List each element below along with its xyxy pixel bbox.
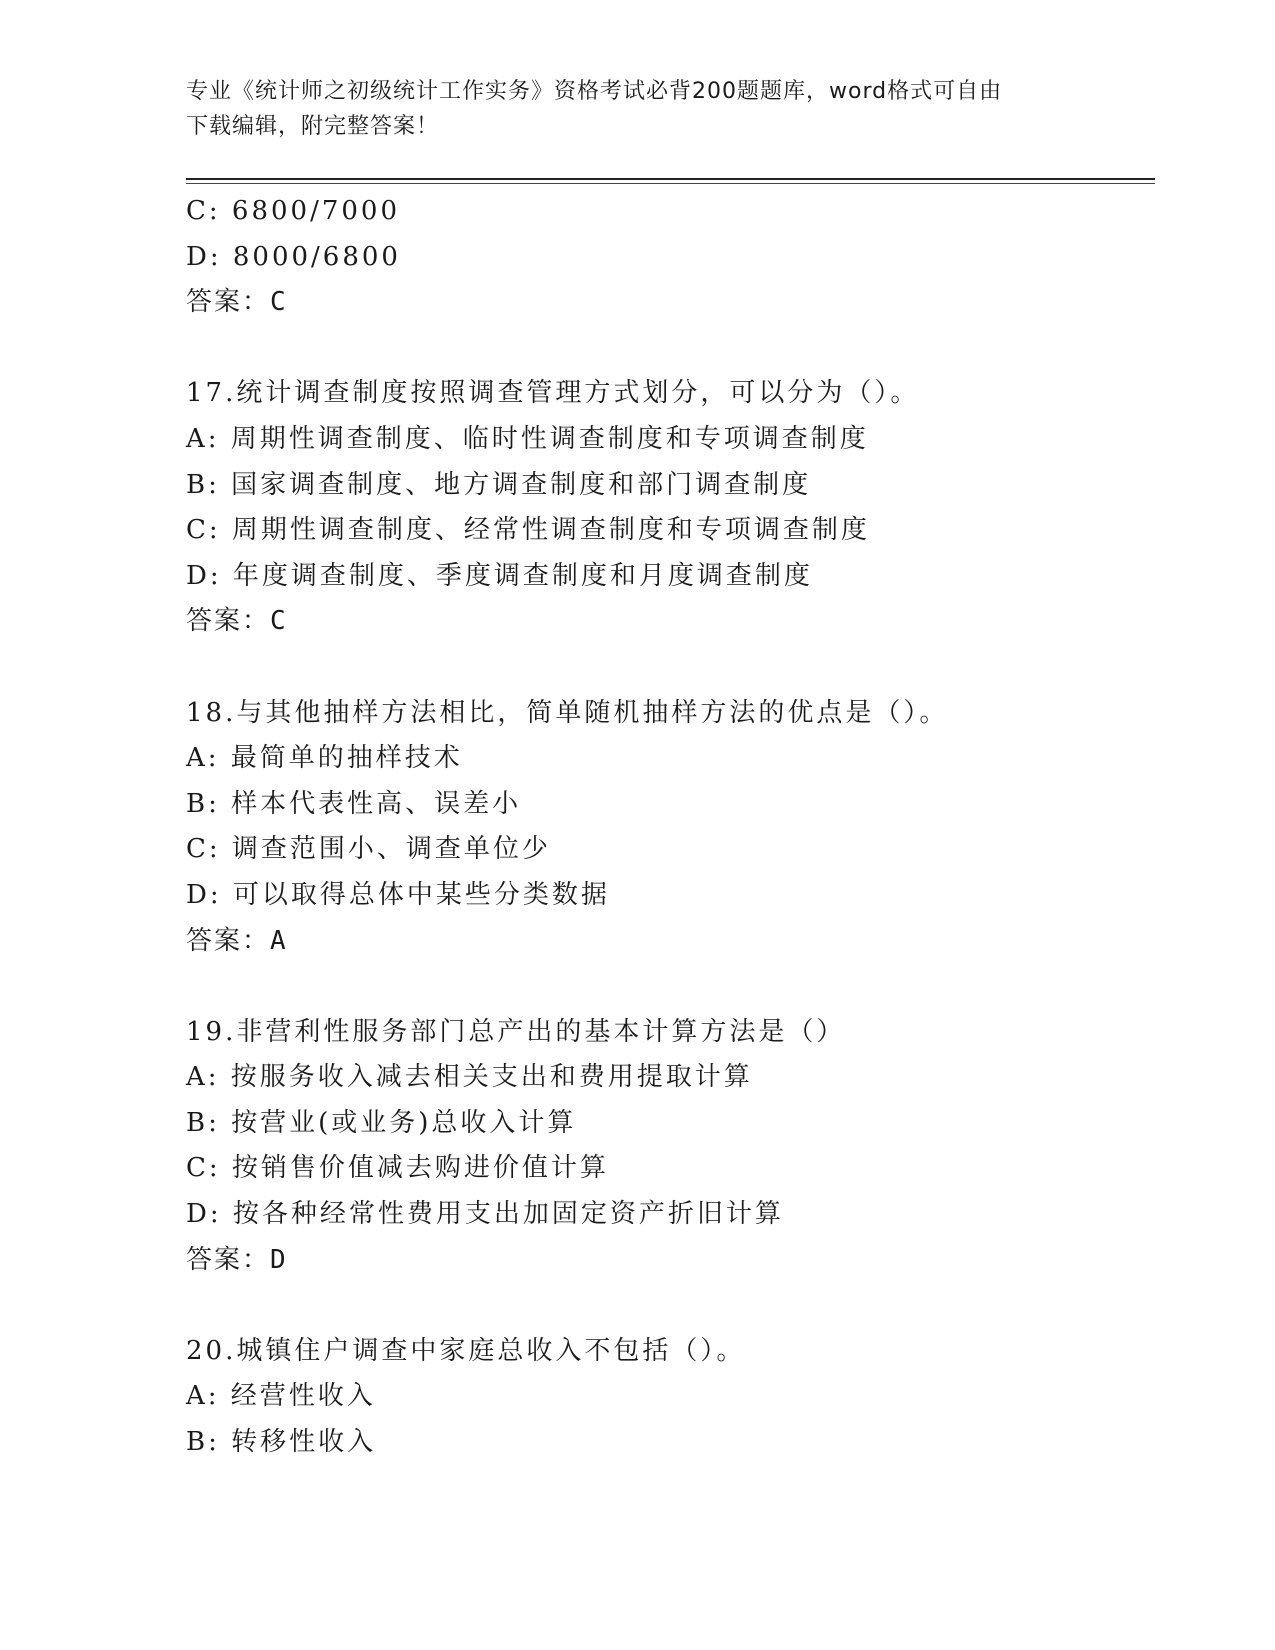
option-a: A: 周期性调查制度、临时性调查制度和专项调查制度 — [186, 423, 869, 454]
option-c: C: 调查范围小、调查单位少 — [186, 834, 551, 865]
option-b: B: 按营业(或业务)总收入计算 — [186, 1107, 577, 1138]
option-d: D: 8000/6800 — [186, 241, 401, 272]
question-text: 18.与其他抽样方法相比，简单随机抽样方法的优点是（）。 — [186, 697, 949, 728]
option-a: A: 最简单的抽样技术 — [186, 743, 463, 774]
option-c: C: 按销售价值减去购进价值计算 — [186, 1153, 609, 1184]
question-content — [186, 189, 1146, 1466]
option-c: C: 6800/7000 — [186, 196, 401, 226]
answer: 答案：C — [186, 287, 288, 318]
option-b: B: 转移性收入 — [186, 1427, 377, 1458]
option-c: C: 周期性调查制度、经常性调查制度和专项调查制度 — [186, 515, 870, 546]
question-text: 17.统计调查制度按照调查管理方式划分，可以分为（）。 — [186, 378, 920, 409]
option-d: D: 可以取得总体中某些分类数据 — [186, 879, 610, 910]
answer: 答案：D — [186, 1244, 288, 1275]
option-b: B: 国家调查制度、地方调查制度和部门调查制度 — [186, 469, 812, 500]
header-line-1: 专业《统计师之初级统计工作实务》资格考试必背200题题库，word格式可自由 — [186, 79, 1003, 104]
header-divider-thick — [186, 178, 1155, 180]
spacer — [186, 645, 1146, 691]
option-a: A: 按服务收入减去相关支出和费用提取计算 — [186, 1062, 753, 1093]
spacer — [186, 1283, 1146, 1329]
question-text: 20.城镇住户调查中家庭总收入不包括（）。 — [186, 1335, 746, 1366]
option-d: D: 年度调查制度、季度调查制度和月度调查制度 — [186, 560, 813, 591]
spacer — [186, 326, 1146, 372]
answer: 答案：C — [186, 606, 288, 637]
header-line-2: 下载编辑，附完整答案！ — [186, 114, 440, 139]
header-divider-thin — [186, 183, 1155, 184]
option-d: D: 按各种经常性费用支出加固定资产折旧计算 — [186, 1199, 784, 1230]
answer: 答案：A — [186, 925, 288, 956]
question-text: 19.非营利性服务部门总产出的基本计算方法是（） — [186, 1016, 846, 1047]
option-a: A: 经营性收入 — [186, 1381, 376, 1412]
document-header — [186, 74, 1086, 144]
spacer — [186, 964, 1146, 1010]
option-b: B: 样本代表性高、误差小 — [186, 788, 522, 819]
